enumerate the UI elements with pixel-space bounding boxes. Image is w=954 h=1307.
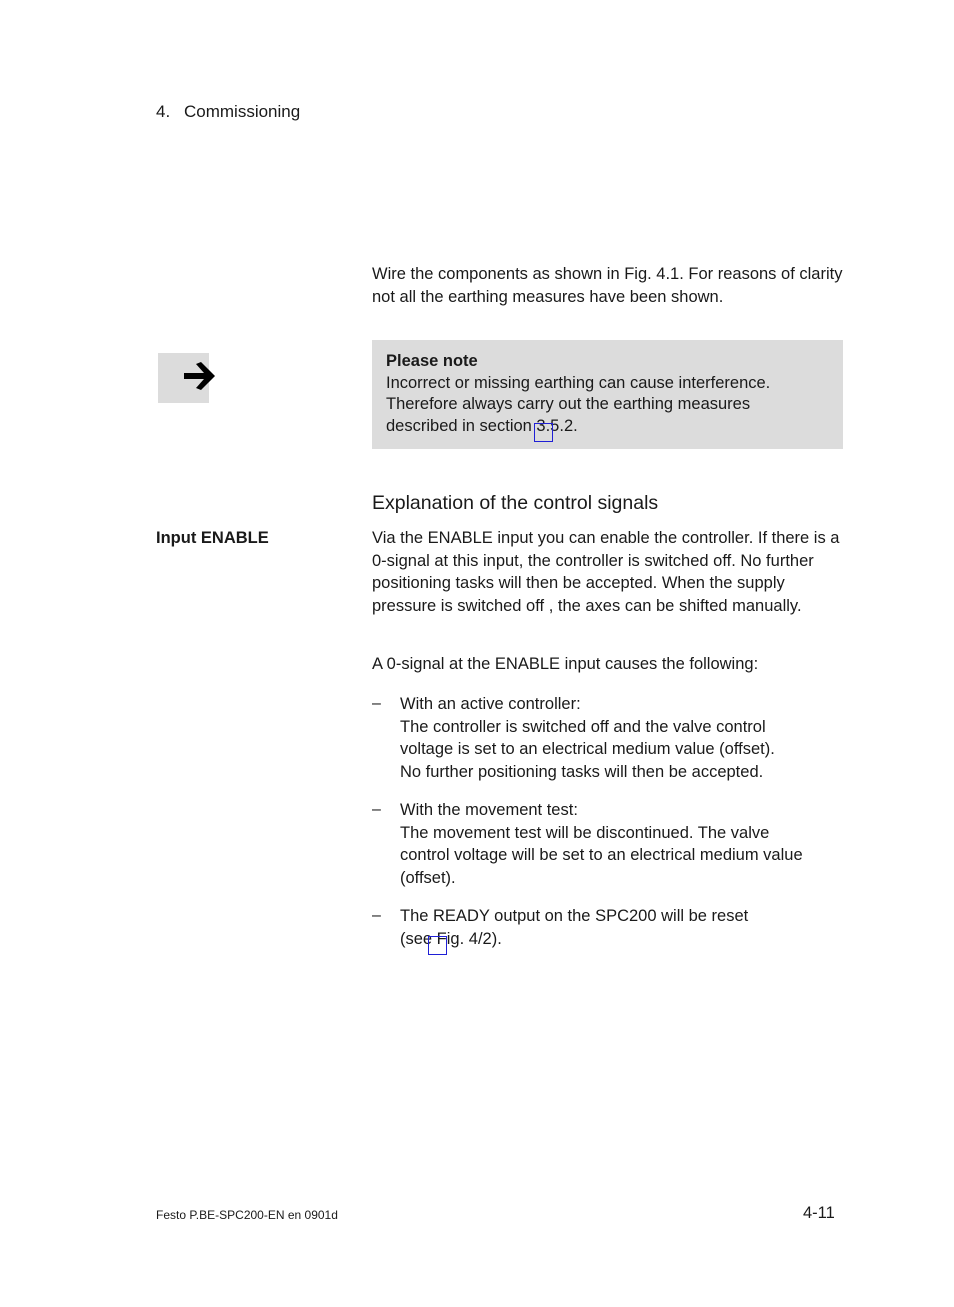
bullet-dash: – (372, 695, 381, 712)
arrow-right-icon (182, 359, 218, 393)
chapter-title: Commissioning (184, 102, 301, 121)
list-item-line: The READY output on the SPC200 will be reset (400, 907, 749, 925)
note-title: Please note (386, 352, 478, 370)
list-item-line: The movement test will be discontinued. The valve (400, 823, 770, 842)
section-link-box[interactable] (534, 423, 553, 442)
intro-paragraph: Wire the components as shown in Fig. 4.1. For reasons of clarity not all the earthing measures have been shown. (372, 265, 843, 306)
list-item-line: voltage is set to an electrical medium value (offset). (400, 740, 775, 758)
bullet-dash: – (372, 801, 381, 818)
list-item-line: (see Fig. 4/2). (400, 929, 502, 948)
list-item-line: The controller is switched off and the valve control (400, 717, 766, 736)
figure-link-box[interactable] (428, 936, 447, 955)
footer-document-id: Festo P.BE-SPC200-EN en 0901d (156, 1208, 338, 1222)
list-item (400, 905, 840, 950)
enable-paragraph: Via the ENABLE input you can enable the controller. If there is a 0-signal at this input, the controller is switched off. No further positioning tasks will then be accepted. When the supply pressure is switched off , the axes can be shifted manually. (372, 529, 840, 615)
page-header (156, 101, 300, 123)
note-line: described in section 3.5.2. (386, 417, 578, 435)
list-item (400, 799, 840, 889)
page-number: 4-11 (803, 1204, 835, 1222)
list-item-line: With the movement test: (400, 801, 578, 819)
side-label: Input ENABLE (156, 529, 269, 547)
note-line: Therefore always carry out the earthing measures (386, 395, 751, 413)
note-line: Incorrect or missing earthing can cause interference. (386, 374, 771, 392)
enable-effects-intro: A 0-signal at the ENABLE input causes the following: (372, 655, 759, 673)
note-icon-box (158, 353, 209, 403)
list-item-line: control voltage will be set to an electrical medium value (400, 846, 803, 864)
chapter-number: 4. (156, 102, 171, 121)
list-item-line: No further positioning tasks will then be accepted. (400, 762, 764, 781)
list-item-line: With an active controller: (400, 695, 581, 713)
list-item (400, 693, 840, 783)
list-item-line: (offset). (400, 868, 456, 887)
bullet-dash: – (372, 907, 381, 924)
section-title: Explanation of the control signals (372, 492, 659, 514)
